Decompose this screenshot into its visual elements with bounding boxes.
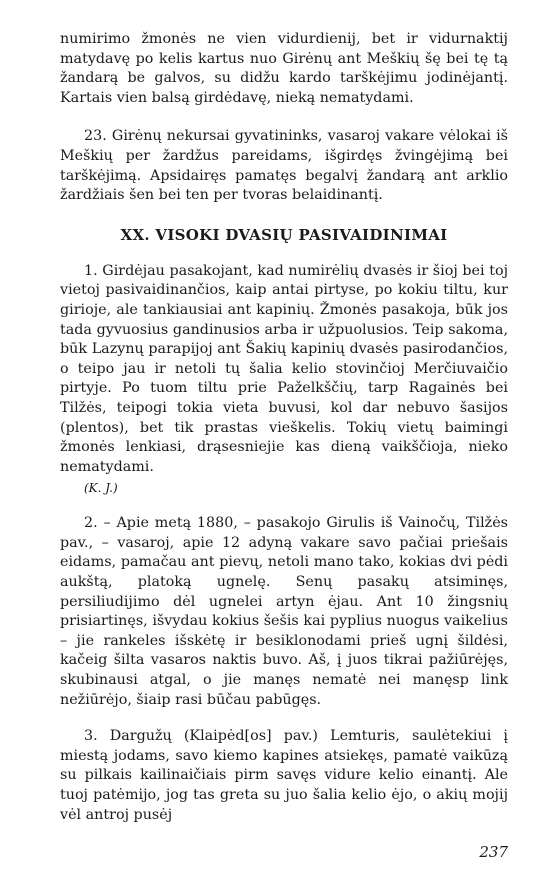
source-signature: (K. J.)	[84, 481, 118, 496]
intro-paragraph: numirimo žmonės ne vien vidurdienij, bet ir vidurnaktij matydavę po kelis kartus nuo Girėnų ant Meškių šę bei tę tą žandarą be galvos, su didžu kardo tarškėjimu jodinėjantį. Kartais vien balsą girdėdavę, nieką nematydami.	[60, 31, 508, 106]
section-heading: XX. VISOKI DVASIŲ PASIVAIDINIMAI	[120, 225, 448, 244]
paragraph-23: 23. Girėnų nekursai gyvatininks, vasaroj vakare vėlokai iš Meškių per žardžus pareidams, išgirdęs žvingėjimą bei tarškėjimą. Apsidairęs pamatęs begalvį žandarą ant arklio žardžiais šen bei ten per tvoras belaidinantį.	[60, 128, 508, 204]
paragraph-1: 1. Girdėjau pasakojant, kad numirėlių dvasės ir šioj bei toj vietoj pasivaidinančios, kaip antai pirtyse, po kokiu tiltu, kur girioje, ale tankiausiai ant kapinių. Žmonės pasakoja, būk jos tada gyvuosius gandinusios arba ir užpuolusios. Teip sakoma, būk Lazynų parapijoj ant Šakių kapinių dvasės pasirodančios, o teipo jau ir netoli tų šalia kelio stovinčioj Merčiuvaičio pirtyje. Po tuom tiltu prie Paželkščių, tarp Ragainės bei Tilžės, teipogi tokia vieta buvusi, kol dar nebuvo šasijos (plentos), bet tik prastas vieškelis. Tokių vietų baimingi žmonės lenkiasi, drąsesniejie kas dieną vaikščioja, nieko nematydami.	[60, 262, 508, 475]
page-number: 237	[479, 843, 508, 861]
paragraph-2: 2. – Apie metą 1880, – pasakojo Girulis iš Vainočų, Tilžės pav., – vasaroj, apie 12 adyną vakare savo pačiai priešais eidams, pamačau ant pievų, netoli mano tako, kokias dvi pėdi aukštą, platoką ugnelę. Senų pasakų atsiminęs, persiliudijimo dėl ugnelei artyn ėjau. Ant 10 žingsnių prisiartinęs, išvydau kokius šešis kai pyplius nuogus vaikelius – jie rankeles išskėtę ir besiklonodami prieš ugnį šildėsi, kačeig šilta vasaros naktis buvo. Aš, į juos tikrai pažiūrėjęs, skubinausi atgal, o jie manęs nematė nei manęsp link nežiūrėjo, šiaip rasi būčau pabūgęs.	[60, 515, 508, 708]
paragraph-3: 3. Dargužų (Klaipėd[os] pav.) Lemturis, saulėtekiui į miestą jodams, savo kiemo kapines atsiekęs, pamatė vaikūzą su pilkais kailinaičiais pirm savęs vidure kelio einantį. Ale tuoj patėmijo, jog tas greta su juo šalia kelio ėjo, o akių mojij vėl antroj pusėj	[60, 728, 508, 823]
